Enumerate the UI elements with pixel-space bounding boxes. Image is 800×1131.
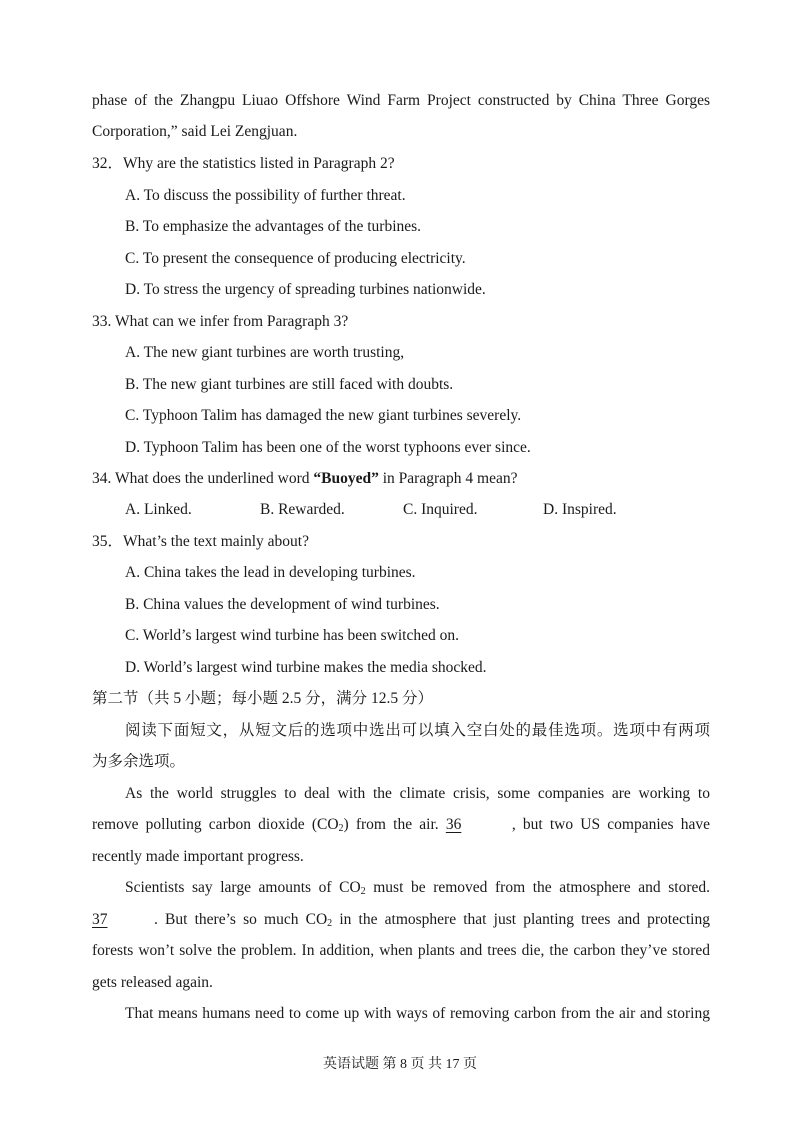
question-33-stem: 33. What can we infer from Paragraph 3? (92, 313, 349, 330)
question-35-option-d: D. World’s largest wind turbine makes the media shocked. (125, 659, 487, 676)
question-34-option-d: D. Inspired. (543, 501, 617, 518)
question-35-option-b: B. China values the development of wind turbines. (125, 596, 440, 613)
passage-text-segment: ) from the air. (343, 816, 439, 833)
passage-text-segment: remove polluting carbon dioxide (CO (92, 816, 339, 833)
passage-2-line (125, 878, 710, 898)
passage-2-line-with-blank-37 (92, 910, 710, 930)
question-32-option-c: C. To present the consequence of producing electricity. (125, 250, 466, 267)
question-33-option-b: B. The new giant turbines are still faced with doubts. (125, 376, 454, 393)
question-34-stem-before: 34. What does the underlined word (92, 470, 314, 487)
question-32-option-b: B. To emphasize the advantages of the turbines. (125, 218, 422, 235)
passage-text-segment: in the atmosphere that just planting trees and protecting (332, 911, 710, 928)
passage-text-segment: must be removed from the atmosphere and stored. (365, 879, 710, 896)
subscript-2: 2 (360, 886, 366, 897)
subscript-2: 2 (338, 823, 344, 834)
section-2-instruction-cont: 为多余选项。 (92, 753, 186, 770)
page-footer: 英语试题 第 8 页 共 17 页 (323, 1057, 477, 1072)
question-32-option-a: A. To discuss the possibility of further threat. (125, 187, 406, 204)
passage-text-segment: Scientists say large amounts of CO (125, 879, 361, 896)
subscript-2: 2 (327, 918, 333, 929)
passage-text-segment: . But there’s so much CO (154, 911, 328, 928)
question-35-option-c: C. World’s largest wind turbine has been switched on. (125, 627, 459, 644)
passage-2-line: gets released again. (92, 974, 213, 991)
question-34-option-c: C. Inquired. (403, 501, 478, 518)
passage-text-segment: , but two US companies have (511, 816, 710, 833)
question-34-option-a: A. Linked. (125, 501, 192, 518)
question-34-stem (92, 469, 517, 489)
passage-text-line: phase of the Zhangpu Liuao Offshore Wind Farm Project constructed by China Three Gorges (92, 92, 710, 109)
passage-2-line: As the world struggles to deal with the climate crisis, some companies are working to (125, 785, 710, 802)
passage-2-line: That means humans need to come up with ways of removing carbon from the air and storing (125, 1005, 710, 1022)
section-2-heading: 第二节（共 5 小题；每小题 2.5 分，满分 12.5 分） (92, 690, 434, 707)
question-33-option-c: C. Typhoon Talim has damaged the new giant turbines severely. (125, 407, 522, 424)
blank-36: 36 (445, 816, 462, 833)
passage-text-line: Corporation,” said Lei Zengjuan. (92, 123, 298, 140)
question-33-option-d: D. Typhoon Talim has been one of the worst typhoons ever since. (125, 439, 531, 456)
question-35-stem: 35．What’s the text mainly about? (92, 533, 309, 550)
question-32-option-d: D. To stress the urgency of spreading turbines nationwide. (125, 281, 486, 298)
question-34-stem-after: in Paragraph 4 mean? (378, 470, 518, 487)
blank-37: 37 (92, 911, 108, 928)
question-32-stem: 32．Why are the statistics listed in Paragraph 2? (92, 155, 395, 172)
section-2-instruction: 阅读下面短文，从短文后的选项中选出可以填入空白处的最佳选项。选项中有两项 (125, 722, 710, 739)
passage-2-line: forests won’t solve the problem. In addition, when plants and trees die, the carbon they’ve stored (92, 942, 710, 959)
passage-2-line: recently made important progress. (92, 848, 304, 865)
question-35-option-a: A. China takes the lead in developing turbines. (125, 564, 416, 581)
question-34-keyword: “Buoyed” (313, 470, 379, 487)
passage-2-line-with-blank-36 (92, 815, 710, 835)
question-34-option-b: B. Rewarded. (260, 501, 345, 518)
question-33-option-a: A. The new giant turbines are worth trusting, (125, 344, 405, 361)
